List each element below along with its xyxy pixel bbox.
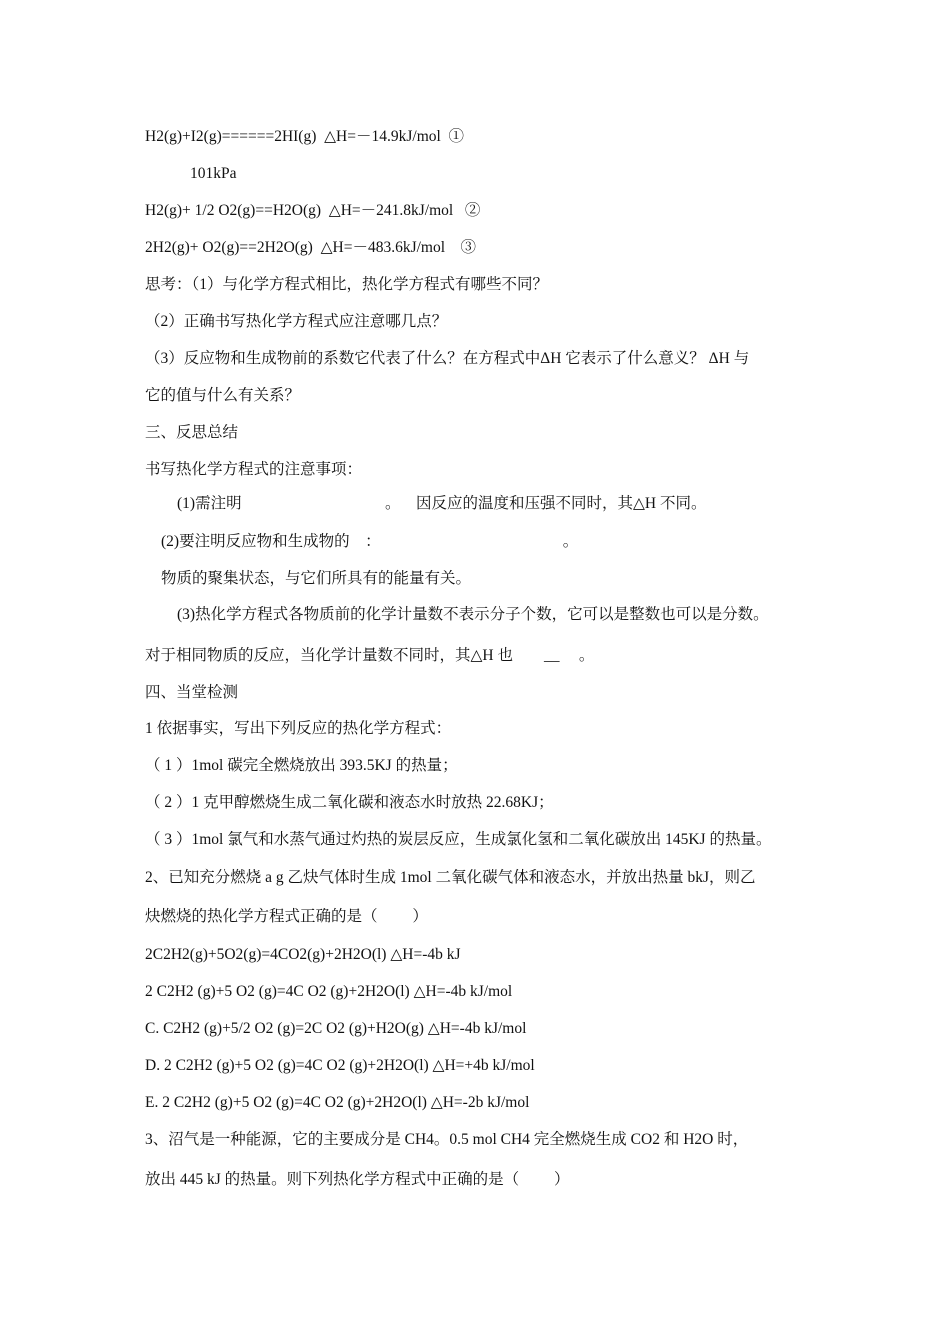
option-b: 2 C2H2 (g)+5 O2 (g)=4C O2 (g)+2H2O(l) △H=-4b kJ/mol (145, 983, 513, 1000)
question-3-continued: 它的值与什么有关系？ (145, 387, 301, 404)
equation-2: H2(g)+ 1/2 O2(g)==H2O(g) △H=－241.8kJ/mol ② (145, 202, 481, 219)
section-heading-check: 四、当堂检测 (145, 684, 239, 701)
question-1: 思考：（1）与化学方程式相比，热化学方程式有哪些不同？ (145, 276, 549, 293)
note-3: (3)热化学方程式各物质前的化学计量数不表示分子个数，它可以是整数也可以是分数。 (177, 606, 769, 623)
exercise-1: 1 依据事实，写出下列反应的热化学方程式： (145, 720, 452, 737)
notes-heading: 书写热化学方程式的注意事项： (145, 461, 363, 478)
exercise-1-item-3: （ 3 ）1mol 氯气和水蒸气通过灼热的炭层反应，生成氯化氢和二氧化碳放出 145KJ 的热量。 (145, 831, 772, 848)
note-2-explanation: 物质的聚集状态，与它们所具有的能量有关。 (161, 570, 472, 587)
option-e: E. 2 C2H2 (g)+5 O2 (g)=4C O2 (g)+2H2O(l) △H=-2b kJ/mol (145, 1094, 530, 1111)
exercise-3: 3、沼气是一种能源，它的主要成分是 CH4。0.5 mol CH4 完全燃烧生成 CO2 和 H2O 时， (145, 1131, 749, 1148)
exercise-3-continued: 放出 445 kJ 的热量。则下列热化学方程式中正确的是（ ） (145, 1171, 570, 1188)
section-heading-reflection: 三、反思总结 (145, 424, 239, 441)
equation-3: 2H2(g)+ O2(g)==2H2O(g) △H=－483.6kJ/mol ③ (145, 239, 477, 256)
option-c: C. C2H2 (g)+5/2 O2 (g)=2C O2 (g)+H2O(g) △H=-4b kJ/mol (145, 1020, 527, 1037)
exercise-1-item-2: （ 2 ）1 克甲醇燃烧生成二氧化碳和液态水时放热 22.68KJ； (145, 794, 554, 811)
exercise-1-item-1: （ 1 ）1mol 碳完全燃烧放出 393.5KJ 的热量； (145, 757, 458, 774)
question-2: （2）正确书写热化学方程式应注意哪几点？ (145, 313, 448, 330)
option-a: 2C2H2(g)+5O2(g)=4CO2(g)+2H2O(l) △H=-4b kJ (145, 946, 461, 963)
note-3-continued: 对于相同物质的反应，当化学计量数不同时，其△H 也 __ 。 (145, 647, 595, 664)
option-d: D. 2 C2H2 (g)+5 O2 (g)=4C O2 (g)+2H2O(l) △H=+4b kJ/mol (145, 1057, 535, 1074)
pressure-condition: 101kPa (190, 165, 237, 182)
exercise-2-continued: 炔燃烧的热化学方程式正确的是（ ） (145, 908, 428, 925)
question-3: （3）反应物和生成物前的系数它代表了什么？在方程式中ΔH 它表示了什么意义？ ΔH 与 (145, 350, 750, 367)
equation-1: H2(g)+I2(g)======2HI(g) △H=－14.9kJ/mol ① (145, 128, 465, 145)
exercise-2: 2、已知充分燃烧 a g 乙炔气体时生成 1mol 二氧化碳气体和液态水，并放出热量 bkJ，则乙 (145, 869, 756, 886)
note-1: (1)需注明 。 因反应的温度和压强不同时，其△H 不同。 (177, 495, 707, 512)
note-2: (2)要注明反应物和生成物的 ： 。 (161, 533, 579, 550)
